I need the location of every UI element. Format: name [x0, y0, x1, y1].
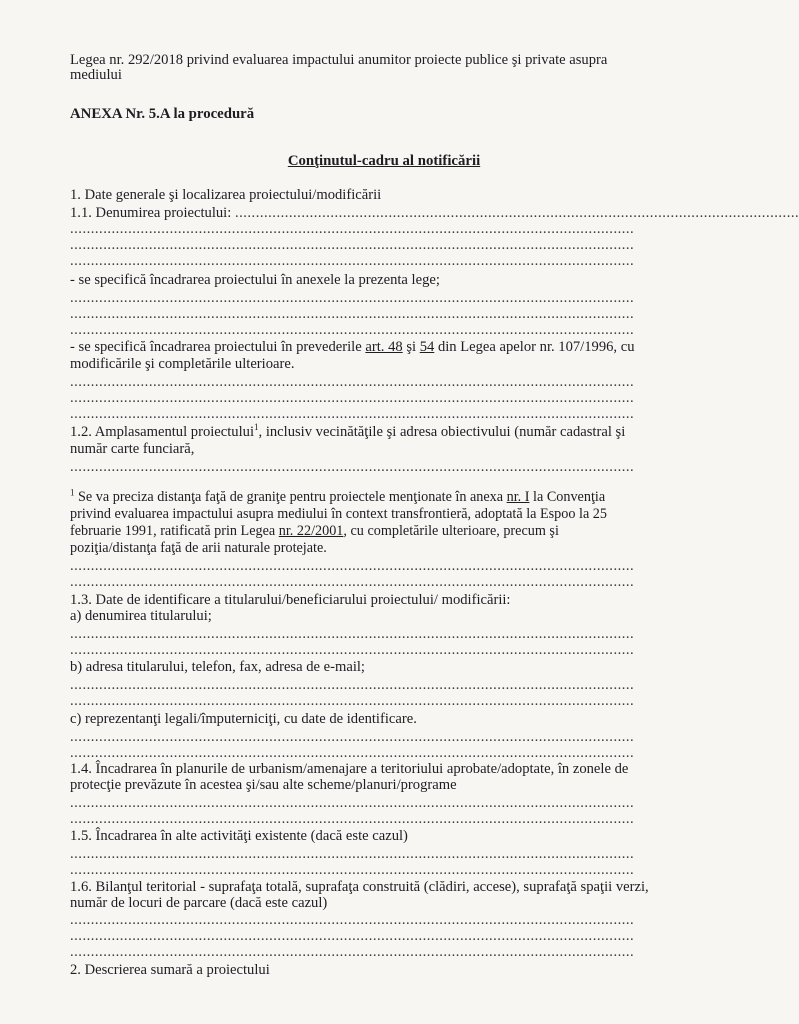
fill-line: ........................................................................................................................................ — [70, 406, 635, 422]
section-1-2-text: 1.2. Amplasamentul proiectului — [70, 424, 255, 440]
annex-title: ANEXA Nr. 5.A la procedură — [70, 106, 255, 122]
section-1-2-line2: număr carte funciară, — [70, 441, 195, 457]
section-1-title: 1. Date generale şi localizarea proiectului/modificării — [70, 187, 382, 203]
footnote-text: Se va preciza distanţa faţă de graniţe pentru proiectele menţionate în anexa — [74, 489, 507, 505]
annex-i-link[interactable]: nr. I — [506, 489, 530, 505]
article-48-link[interactable]: art. 48 — [365, 339, 403, 355]
article-54-link[interactable]: 54 — [419, 339, 435, 355]
fill-line: ........................................................................................................................................ — [70, 729, 635, 745]
footnote-line3 — [70, 523, 686, 539]
fill-line: ........................................................................................................................................ — [70, 574, 635, 590]
note-water-text: - se specifică încadrarea proiectului în prevederile — [70, 339, 366, 355]
section-1-6-line2: număr de locuri de parcare (dacă este cazul) — [70, 895, 328, 911]
fill-line: ........................................................................................................................................ — [70, 322, 635, 338]
page-heading: Conţinutul-cadru al notificării — [287, 153, 481, 169]
fill-line: ........................................................................................................................................ — [70, 846, 635, 862]
note-water-text: din Legea apelor nr. 107/1996, cu — [434, 339, 635, 355]
fill-line: ........................................................................................................................................ — [70, 677, 635, 693]
fill-line: ........................................................................................................................................ — [70, 237, 635, 253]
fill-line: ........................................................................................................................................ — [70, 745, 635, 761]
section-1-3-title: 1.3. Date de identificare a titularului/beneficiarului proiectului/ modificării: — [70, 592, 511, 608]
fill-dots: ........................................................................................................................................ — [234, 205, 799, 221]
section-1-1-line — [70, 205, 799, 221]
footnote-line2: privind evaluarea impactului asupra mediului în context transfrontieră, adoptată la Espoo la 25 — [70, 506, 607, 522]
fill-line: ........................................................................................................................................ — [70, 811, 635, 827]
section-1-6-line1: 1.6. Bilanţul teritorial - suprafaţa totală, suprafaţa construită (clădiri, accese), suprafaţă spaţii verzi, — [70, 879, 649, 895]
fill-line: ........................................................................................................................................ — [70, 795, 635, 811]
law-22-2001-link[interactable]: nr. 22/2001 — [278, 523, 344, 539]
section-2-title: 2. Descrierea sumară a proiectului — [70, 962, 270, 978]
section-1-2-text: , inclusiv vecinătăţile şi adresa obiectivului (număr cadastral şi — [258, 424, 626, 440]
section-1-2-line1 — [70, 424, 686, 440]
note-water-text: şi — [402, 339, 420, 355]
footnote-line1 — [70, 489, 686, 505]
law-title-line2: mediului — [70, 67, 122, 83]
section-1-4-line2: protecţie prevăzute în acestea şi/sau alte scheme/planuri/programe — [70, 777, 457, 793]
fill-line: ........................................................................................................................................ — [70, 944, 635, 960]
footnote-text: la Convenţia — [529, 489, 606, 505]
section-1-4-line1: 1.4. Încadrarea în planurile de urbanism/amenajare a teritoriului aprobate/adoptate, în zonele de — [70, 761, 629, 777]
fill-line: ........................................................................................................................................ — [70, 221, 635, 237]
fill-line: ........................................................................................................................................ — [70, 928, 635, 944]
section-1-5: 1.5. Încadrarea în alte activităţi existente (dacă este cazul) — [70, 828, 408, 844]
note-water-law-line2: modificările şi completările ulterioare. — [70, 356, 295, 372]
fill-line: ........................................................................................................................................ — [70, 290, 635, 306]
section-1-1-label: 1.1. Denumirea proiectului: — [70, 205, 232, 221]
section-1-3-a: a) denumirea titularului; — [70, 608, 212, 624]
footnote-line4: poziţia/distanţa faţă de arii naturale protejate. — [70, 540, 327, 556]
footnote-ref: 1 — [254, 422, 259, 433]
fill-line: ........................................................................................................................................ — [70, 306, 635, 322]
fill-line: ........................................................................................................................................ — [70, 693, 635, 709]
fill-line: ........................................................................................................................................ — [70, 390, 635, 406]
fill-line: ........................................................................................................................................ — [70, 912, 635, 928]
note-water-law-line1 — [70, 339, 686, 355]
footnote-marker: 1 — [70, 487, 75, 498]
fill-line: ........................................................................................................................................ — [70, 374, 635, 390]
fill-line: ........................................................................................................................................ — [70, 642, 635, 658]
law-title-line1: Legea nr. 292/2018 privind evaluarea impactului anumitor proiecte publice şi private asupra — [70, 52, 608, 68]
fill-line: ........................................................................................................................................ — [70, 558, 635, 574]
section-1-3-c: c) reprezentanţi legali/împuterniciţi, cu date de identificare. — [70, 711, 417, 727]
fill-line: ........................................................................................................................................ — [70, 626, 635, 642]
fill-line: ........................................................................................................................................ — [70, 862, 635, 878]
fill-line: ........................................................................................................................................ — [70, 459, 635, 475]
section-1-3-b: b) adresa titularului, telefon, fax, adresa de e-mail; — [70, 659, 365, 675]
note-annex-classification: - se specifică încadrarea proiectului în anexele la prezenta lege; — [70, 272, 440, 288]
fill-line: ........................................................................................................................................ — [70, 253, 635, 269]
footnote-text: , cu completările ulterioare, precum şi — [343, 523, 559, 539]
footnote-text: februarie 1991, ratificată prin Legea — [70, 523, 279, 539]
